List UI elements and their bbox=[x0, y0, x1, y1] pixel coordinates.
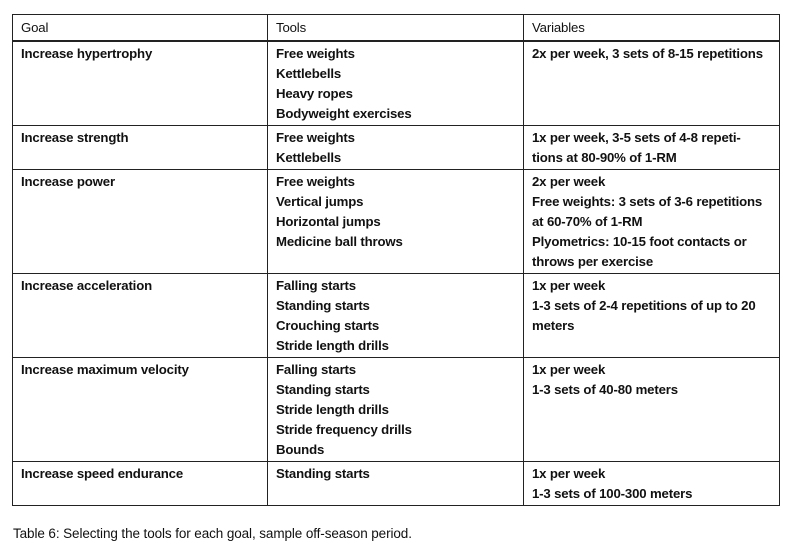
variable-line: 1-3 sets of 40-80 meters bbox=[532, 382, 678, 397]
tool-item: Heavy ropes bbox=[276, 86, 353, 101]
goal-text: Increase maximum velocity bbox=[21, 362, 189, 377]
tool-item: Standing starts bbox=[276, 466, 370, 481]
tools-cell bbox=[268, 274, 524, 358]
variables-cell bbox=[524, 358, 780, 462]
tool-item: Standing starts bbox=[276, 382, 370, 397]
table-caption: Table 6: Selecting the tools for each goal, sample off-season period. bbox=[13, 526, 412, 541]
table-header bbox=[13, 15, 780, 42]
variables-cell bbox=[524, 170, 780, 274]
goal-cell bbox=[13, 126, 268, 170]
variable-line: meters bbox=[532, 318, 575, 333]
tool-item: Bounds bbox=[276, 442, 325, 457]
goal-cell bbox=[13, 462, 268, 506]
variables-cell bbox=[524, 126, 780, 170]
tool-item: Standing starts bbox=[276, 298, 370, 313]
header-row bbox=[13, 15, 780, 42]
tool-item: Kettlebells bbox=[276, 150, 342, 165]
goal-text: Increase power bbox=[21, 174, 115, 189]
tool-item: Horizontal jumps bbox=[276, 214, 381, 229]
goal-cell bbox=[13, 41, 268, 126]
tool-item: Free weights bbox=[276, 174, 355, 189]
tool-item: Kettlebells bbox=[276, 66, 342, 81]
variable-line: 1x per week bbox=[532, 466, 606, 481]
variable-line: at 60-70% of 1-RM bbox=[532, 214, 643, 229]
goal-text: Increase acceleration bbox=[21, 278, 153, 293]
tool-item: Free weights bbox=[276, 46, 355, 61]
header-variables: Variables bbox=[524, 15, 780, 42]
goal-text: Increase strength bbox=[21, 130, 129, 145]
table-row bbox=[13, 358, 780, 462]
header-goal: Goal bbox=[13, 15, 268, 42]
variable-line: Free weights: 3 sets of 3-6 repetitions bbox=[532, 194, 763, 209]
variables-cell bbox=[524, 462, 780, 506]
table-row bbox=[13, 170, 780, 274]
goal-cell bbox=[13, 274, 268, 358]
tools-cell bbox=[268, 170, 524, 274]
tool-item: Stride length drills bbox=[276, 338, 389, 353]
variable-line: 1x per week bbox=[532, 278, 606, 293]
variables-cell bbox=[524, 41, 780, 126]
goal-cell bbox=[13, 170, 268, 274]
tool-item: Stride length drills bbox=[276, 402, 389, 417]
goal-text: Increase hypertrophy bbox=[21, 46, 153, 61]
tools-cell bbox=[268, 41, 524, 126]
tools-cell bbox=[268, 358, 524, 462]
variable-line: tions at 80-90% of 1-RM bbox=[532, 150, 677, 165]
variables-cell bbox=[524, 274, 780, 358]
tools-cell bbox=[268, 462, 524, 506]
tool-item: Falling starts bbox=[276, 278, 356, 293]
table-row bbox=[13, 274, 780, 358]
variable-line: 2x per week bbox=[532, 174, 606, 189]
table-row bbox=[13, 462, 780, 506]
tool-item: Falling starts bbox=[276, 362, 356, 377]
variable-line: 1-3 sets of 100-300 meters bbox=[532, 486, 693, 501]
table-row bbox=[13, 126, 780, 170]
variable-line: 2x per week, 3 sets of 8-15 repetitions bbox=[532, 46, 763, 61]
tools-cell bbox=[268, 126, 524, 170]
tool-item: Crouching starts bbox=[276, 318, 380, 333]
goal-text: Increase speed endurance bbox=[21, 466, 184, 481]
goal-cell bbox=[13, 358, 268, 462]
table-row bbox=[13, 41, 780, 126]
tool-item: Bodyweight exercises bbox=[276, 106, 412, 121]
table-body bbox=[13, 41, 780, 506]
variable-line: throws per exercise bbox=[532, 254, 654, 269]
header-tools: Tools bbox=[268, 15, 524, 42]
variable-line: 1x per week, 3-5 sets of 4-8 repeti- bbox=[532, 130, 741, 145]
variable-line: Plyometrics: 10-15 foot contacts or bbox=[532, 234, 747, 249]
tool-item: Stride frequency drills bbox=[276, 422, 412, 437]
variable-line: 1-3 sets of 2-4 repetitions of up to 20 bbox=[532, 298, 756, 313]
training-table bbox=[12, 14, 780, 506]
variable-line: 1x per week bbox=[532, 362, 606, 377]
tool-item: Vertical jumps bbox=[276, 194, 364, 209]
tool-item: Free weights bbox=[276, 130, 355, 145]
tool-item: Medicine ball throws bbox=[276, 234, 403, 249]
